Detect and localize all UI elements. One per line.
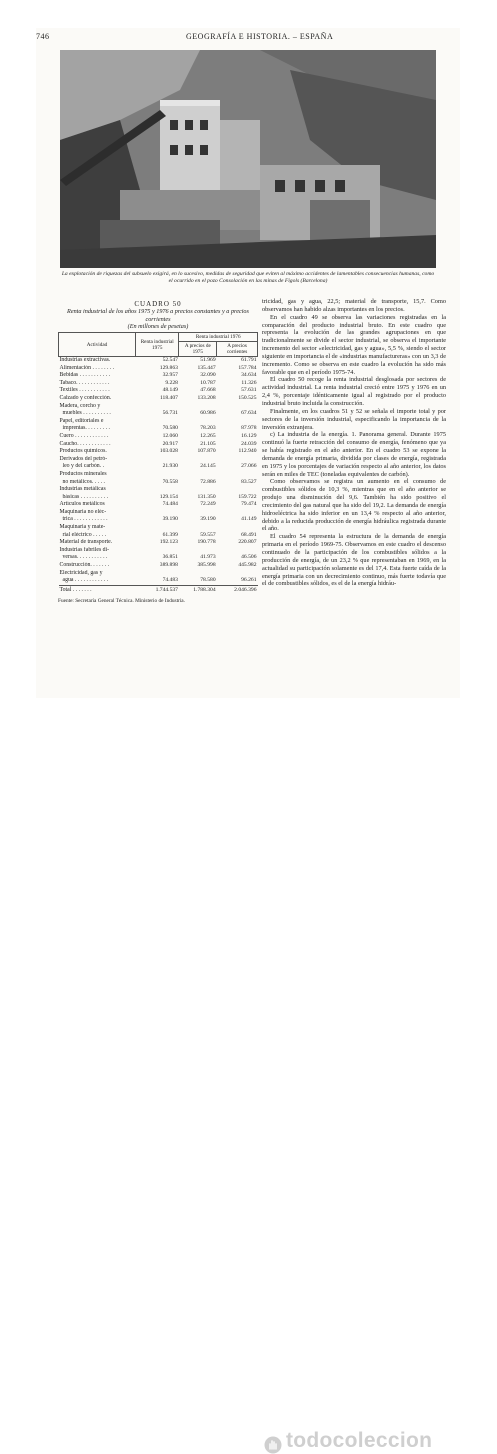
table-row bbox=[59, 357, 258, 365]
value-1975 bbox=[136, 418, 179, 426]
value-1975: 192.123 bbox=[159, 539, 178, 546]
value-1976-constant bbox=[179, 486, 217, 494]
value-1975: 129.154 bbox=[159, 493, 178, 500]
table-row bbox=[59, 486, 258, 494]
value-1975: 39.190 bbox=[162, 516, 178, 523]
value-1976-constant: 78.580 bbox=[200, 577, 216, 584]
row-label: muebles . . . . . . . . . . bbox=[62, 410, 111, 417]
page-number: 746 bbox=[36, 32, 50, 41]
row-label: Textiles . . . . . . . . . . . bbox=[59, 387, 110, 394]
row-label: Material de transporte. bbox=[59, 539, 113, 546]
table-row bbox=[59, 395, 258, 403]
value-1976-current bbox=[217, 547, 258, 555]
table-row bbox=[59, 577, 258, 585]
value-1976-constant: 12.265 bbox=[200, 432, 216, 439]
value-1976-current: 34.634 bbox=[241, 372, 257, 379]
table-units: (En millones de pesetas) bbox=[127, 323, 189, 330]
table-row bbox=[59, 441, 258, 449]
table-row bbox=[59, 516, 258, 524]
value-1975 bbox=[136, 570, 179, 578]
row-label: Papel, editoriales e bbox=[59, 417, 104, 424]
mine-photograph bbox=[60, 50, 436, 268]
table-row bbox=[59, 479, 258, 487]
value-1976-current: 2.046.396 bbox=[217, 585, 258, 594]
table-total-row bbox=[59, 585, 258, 594]
value-1976-constant: 131.350 bbox=[197, 493, 216, 500]
col-header-precios-1975: A precios de 1975 bbox=[179, 342, 217, 357]
value-1976-current: 27.066 bbox=[241, 463, 257, 470]
row-label: Madera, corcho y bbox=[59, 402, 101, 409]
text-column bbox=[262, 298, 446, 588]
value-1976-constant: 59.557 bbox=[200, 531, 216, 538]
table-body bbox=[59, 357, 258, 595]
value-1975 bbox=[136, 509, 179, 517]
row-label: Total . . . . . . . bbox=[59, 585, 136, 594]
value-1976-current bbox=[217, 486, 258, 494]
table-row bbox=[59, 410, 258, 418]
value-1976-current bbox=[217, 524, 258, 532]
value-1976-current bbox=[217, 471, 258, 479]
row-label: Alimentación . . . . . . . . bbox=[59, 364, 115, 371]
value-1975 bbox=[136, 471, 179, 479]
row-label: leo y del carbón. . bbox=[62, 463, 105, 470]
value-1975: 129.863 bbox=[159, 364, 178, 371]
value-1975: 12.060 bbox=[162, 432, 178, 439]
table-row bbox=[59, 554, 258, 562]
value-1975 bbox=[136, 486, 179, 494]
table-row bbox=[59, 547, 258, 555]
value-1976-current bbox=[217, 403, 258, 411]
value-1976-constant bbox=[179, 456, 217, 464]
value-1976-constant: 1.788.304 bbox=[179, 585, 217, 594]
body-paragraph: Como observamos se registra un aumento en el consumo de combustibles sólidos de 10,3 %, mientras que en el año anterior se produjo una disminución del 9,6. También ha sido positivo el crecimiento del gas natural que ha sido del 19,2. La demanda de energía hidroeléctrica ha sido inferior en un 13,4 % respecto al año anterior, debido a la reducida producción de energía hidráulica registrada durante el año. bbox=[262, 478, 446, 533]
body-paragraph: El cuadro 54 representa la estructura de la demanda de energía primaria en el período 1969-75. Observamos en este cuadro el descenso continuado de la participación de los combustibles sólidos a la producción de energía, de un 23,2 % que representaban en 1969, en la actualidad su participación solamente es del 17,4. Esta fuerte caída de la energía primaria con un decrecimiento continuo, más fuerte todavía que el de combustibles sólidos, es el de la energía hidráu- bbox=[262, 533, 446, 588]
value-1975: 9.228 bbox=[165, 379, 178, 386]
value-1976-current: 41.149 bbox=[241, 516, 257, 523]
body-paragraph: c) La industria de la energía. 1. Panorama general. Durante 1975 continuó la fuerte retracción del consumo de energía, fenómeno que ya se había registrado en el año anterior. En el cuadro 53 se expone la demanda de energía primaria, dividida por clases de energía, registrada en 1975 y los porcentajes de variación respecto al año anterior, los datos serán en miles de TEC (toneladas equivalentes de carbón). bbox=[262, 431, 446, 478]
value-1976-current: 11.326 bbox=[241, 379, 257, 386]
value-1975: 21.930 bbox=[162, 463, 178, 470]
row-label: Caucho. . . . . . . . . . . . bbox=[59, 440, 111, 447]
value-1975: 70.580 bbox=[162, 425, 178, 432]
table-row bbox=[59, 418, 258, 426]
value-1975: 118.407 bbox=[159, 394, 178, 401]
value-1976-current: 445.982 bbox=[238, 562, 257, 569]
table-row bbox=[59, 539, 258, 547]
table-row bbox=[59, 380, 258, 388]
table-row bbox=[59, 463, 258, 471]
value-1975: 61.399 bbox=[162, 531, 178, 538]
value-1976-current: 67.634 bbox=[241, 410, 257, 417]
body-paragraph: En el cuadro 49 se observa las variaciones registradas en la comparación del producto industrial bruto. En este cuadro que representa la evolución de las grandes agrupaciones en que tradicionalmente se divide el sector industrial, se observa el importante incremento del sector «electricidad, gas y agua», 5,5 %, siendo el sector siguiente en importancia el de «industrias manufactureras» con un 3,3 de incremento. Como se observa en este cuadro la evolución ha sido más favorable que en el período 1975-74. bbox=[262, 313, 446, 376]
value-1976-current: 220.807 bbox=[238, 539, 257, 546]
value-1976-current: 157.784 bbox=[238, 364, 257, 371]
value-1975 bbox=[136, 403, 179, 411]
body-paragraph: Finalmente, en los cuadros 51 y 52 se señala el importe total y por sectores de la inversión industrial, especificando la importancia de la inversión extranjera. bbox=[262, 407, 446, 431]
value-1975: 70.558 bbox=[162, 478, 178, 485]
value-1976-current: 159.722 bbox=[238, 493, 257, 500]
table-row bbox=[59, 524, 258, 532]
value-1975: 48.149 bbox=[162, 387, 178, 394]
photo-caption: La explotación de riquezas del subsuelo exigirá, en lo sucesivo, medidas de seguridad que eviten al máximo accidentes de lamentables consecuencias humanas, como el ocurrido en el pozo Consolación en las minas de Figols (Barcelona) bbox=[61, 271, 435, 284]
value-1976-constant: 32.090 bbox=[200, 372, 216, 379]
value-1976-constant: 133.208 bbox=[197, 394, 216, 401]
row-label: Maquinaria y mate- bbox=[59, 524, 106, 531]
value-1975: 74.483 bbox=[162, 577, 178, 584]
table-row bbox=[59, 494, 258, 502]
table-row bbox=[59, 433, 258, 441]
table-row bbox=[59, 501, 258, 509]
value-1976-constant bbox=[179, 509, 217, 517]
value-1975 bbox=[136, 524, 179, 532]
value-1976-constant: 41.973 bbox=[200, 554, 216, 561]
value-1975 bbox=[136, 547, 179, 555]
table-row bbox=[59, 448, 258, 456]
value-1976-constant: 21.105 bbox=[200, 440, 216, 447]
row-label: Artículos metálicos bbox=[59, 501, 105, 508]
renta-industrial-table bbox=[58, 332, 258, 594]
value-1976-constant bbox=[179, 418, 217, 426]
value-1976-current: 46.506 bbox=[241, 554, 257, 561]
value-1976-constant: 10.787 bbox=[200, 379, 216, 386]
document-page bbox=[36, 28, 460, 698]
value-1976-constant: 72.249 bbox=[200, 501, 216, 508]
row-label: versas. . . . . . . . . . . bbox=[62, 554, 108, 561]
table-column bbox=[58, 298, 258, 604]
row-label: Productos minerales bbox=[59, 470, 107, 477]
value-1976-current: 112.940 bbox=[238, 448, 257, 455]
col-header-renta-1975: Renta industrial 1975 bbox=[136, 333, 179, 357]
value-1976-constant: 39.190 bbox=[200, 516, 216, 523]
value-1976-current: 79.474 bbox=[241, 501, 257, 508]
value-1976-current: 68.491 bbox=[241, 531, 257, 538]
value-1975: 36.851 bbox=[162, 554, 178, 561]
value-1976-constant bbox=[179, 524, 217, 532]
value-1976-constant: 60.986 bbox=[200, 410, 216, 417]
value-1976-current: 57.631 bbox=[241, 387, 257, 394]
row-label: imprentas. . . . . . . . . bbox=[62, 425, 110, 432]
page-header bbox=[36, 32, 460, 44]
body-paragraph: El cuadro 50 recoge la renta industrial desglosada por sectores de actividad industrial. La renta industrial creció entre 1975 y 1976 en un 2,4 %, porcentaje idénticamente igual al registrado por el producto industrial bruto incluida la construcción. bbox=[262, 376, 446, 407]
row-label: Industrias extractivas. bbox=[59, 357, 111, 363]
watermark-bar bbox=[0, 712, 497, 1452]
value-1975: 389.898 bbox=[159, 562, 178, 569]
value-1976-constant: 24.145 bbox=[200, 463, 216, 470]
watermark-text: todocoleccion bbox=[286, 1429, 433, 1452]
table-row bbox=[59, 509, 258, 517]
value-1976-current: 150.525 bbox=[238, 394, 257, 401]
col-header-precios-corrientes: A precios corrientes bbox=[217, 342, 258, 357]
table-row bbox=[59, 403, 258, 411]
row-label: Industrias fabriles di- bbox=[59, 546, 110, 553]
value-1976-current: 87.978 bbox=[241, 425, 257, 432]
value-1976-constant: 135.447 bbox=[197, 364, 216, 371]
table-row bbox=[59, 365, 258, 373]
value-1975: 20.917 bbox=[162, 440, 178, 447]
row-label: Maquinaria no eléc- bbox=[59, 508, 107, 515]
table-title: Renta industrial de los años 1975 y 1976 a precios constantes y a precios corrientes bbox=[67, 308, 249, 323]
row-label: básicas . . . . . . . . . . bbox=[62, 493, 109, 500]
row-label: Productos químicos. bbox=[59, 448, 107, 455]
table-number: CUADRO 50 bbox=[134, 300, 182, 308]
row-label: Construcción. . . . . . . bbox=[59, 562, 110, 569]
value-1976-constant: 107.870 bbox=[197, 448, 216, 455]
table-row bbox=[59, 532, 258, 540]
value-1976-current bbox=[217, 570, 258, 578]
mine-photo-illustration bbox=[60, 50, 436, 268]
value-1976-constant: 190.778 bbox=[197, 539, 216, 546]
running-title: GEOGRAFÍA E HISTORIA. – ESPAÑA bbox=[186, 32, 334, 41]
table-row bbox=[59, 570, 258, 578]
body-paragraph: tricidad, gas y agua, 22,5; material de transporte, 15,7. Como observamos han habido alzas importantes en los precios. bbox=[262, 298, 446, 313]
col-header-actividad: Actividad bbox=[59, 333, 136, 357]
value-1976-constant bbox=[179, 471, 217, 479]
value-1976-current: 83.527 bbox=[241, 478, 257, 485]
hand-icon bbox=[264, 1436, 282, 1454]
row-label: trica . . . . . . . . . . . . bbox=[62, 516, 108, 523]
value-1976-current bbox=[217, 456, 258, 464]
table-row bbox=[59, 456, 258, 464]
row-label: agua . . . . . . . . . . . . bbox=[62, 577, 109, 584]
value-1975 bbox=[136, 456, 179, 464]
value-1976-current: 24.039 bbox=[241, 440, 257, 447]
value-1976-current bbox=[217, 509, 258, 517]
row-label: Calzado y confección. bbox=[59, 394, 112, 401]
row-label: Bebidas . . . . . . . . . . . bbox=[59, 372, 111, 379]
value-1976-constant: 47.668 bbox=[200, 387, 216, 394]
table-source: Fuente: Secretaría General Técnica. Ministerio de Industria. bbox=[58, 598, 185, 605]
value-1975: 1.744.537 bbox=[136, 585, 179, 594]
value-1976-constant: 72.886 bbox=[200, 478, 216, 485]
row-label: rial eléctrico . . . . . bbox=[62, 531, 107, 538]
value-1975: 52.547 bbox=[162, 357, 178, 363]
table-row bbox=[59, 425, 258, 433]
value-1975: 74.484 bbox=[162, 501, 178, 508]
value-1976-constant: 51.969 bbox=[200, 357, 216, 363]
value-1975: 32.957 bbox=[162, 372, 178, 379]
value-1976-constant: 78.203 bbox=[200, 425, 216, 432]
row-label: no metálicos. . . . . bbox=[62, 478, 106, 485]
value-1976-current: 16.129 bbox=[241, 432, 257, 439]
row-label: Industrias metálicas bbox=[59, 486, 106, 493]
col-header-renta-1976: Renta industrial 1976 bbox=[179, 333, 258, 342]
value-1976-current: 96.261 bbox=[241, 577, 257, 584]
value-1976-current bbox=[217, 418, 258, 426]
row-label: Tabaco. . . . . . . . . . . . bbox=[59, 379, 110, 386]
table-row bbox=[59, 471, 258, 479]
value-1976-constant bbox=[179, 403, 217, 411]
table-row bbox=[59, 372, 258, 380]
value-1976-current: 61.791 bbox=[241, 357, 257, 363]
table-row bbox=[59, 387, 258, 395]
row-label: Cuero . . . . . . . . . . . . bbox=[59, 432, 109, 439]
row-label: Electricidad, gas y bbox=[59, 569, 103, 576]
value-1976-constant bbox=[179, 570, 217, 578]
table-row bbox=[59, 562, 258, 570]
value-1975: 103.028 bbox=[159, 448, 178, 455]
value-1976-constant: 385.998 bbox=[197, 562, 216, 569]
value-1975: 56.731 bbox=[162, 410, 178, 417]
row-label: Derivados del petró- bbox=[59, 455, 108, 462]
value-1976-constant bbox=[179, 547, 217, 555]
